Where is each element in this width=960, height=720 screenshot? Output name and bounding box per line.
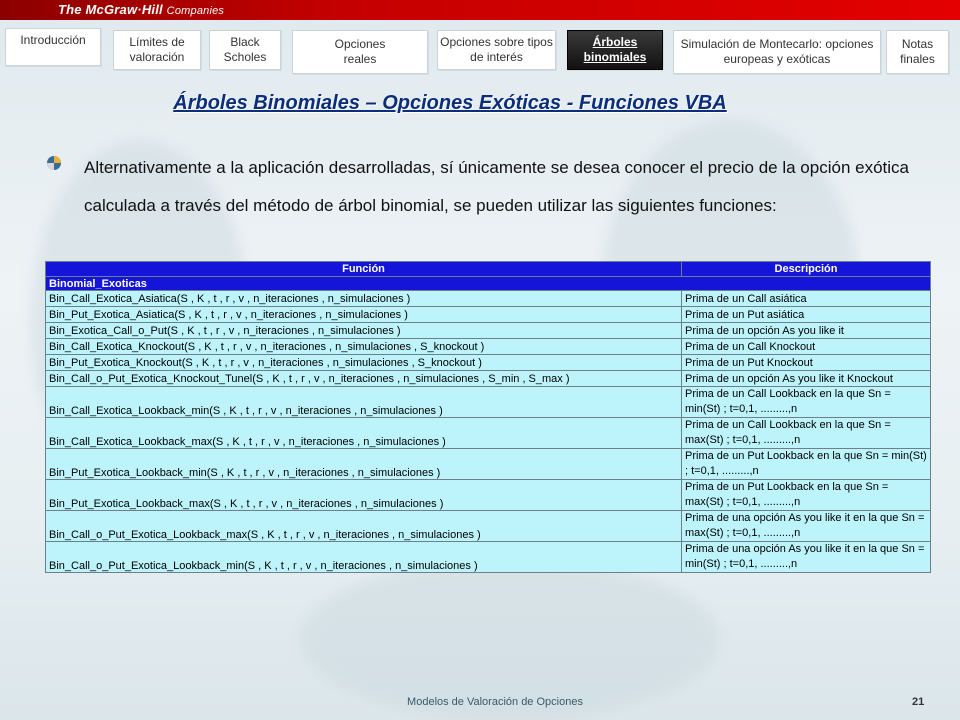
description-cell: Prima de un Put Lookback en la que Sn = max(St) ; t=0,1, .........,n (682, 480, 931, 511)
tab-label: Opciones sobre tipos de interés (440, 35, 553, 64)
function-cell: Bin_Put_Exotica_Asiatica(S , K , t , r , v , n_iteraciones , n_simulaciones ) (46, 307, 682, 323)
function-cell: Bin_Call_o_Put_Exotica_Lookback_max(S , K , t , r , v , n_iteraciones , n_simulaciones ) (46, 511, 682, 542)
tab-introduccion[interactable] (5, 28, 101, 66)
column-header-descripcion: Descripción (682, 262, 931, 277)
function-cell: Bin_Call_o_Put_Exotica_Lookback_min(S , K , t , r , v , n_iteraciones , n_simulaciones ) (46, 542, 682, 573)
tab-black-scholes[interactable] (209, 30, 281, 70)
intro-paragraph: Alternativamente a la aplicación desarrolladas, sí únicamente se desea conocer el precio de la opción exótica calculada a través del método de árbol binomial, se pueden utilizar las siguientes funciones: (84, 158, 909, 215)
table-row (46, 511, 931, 542)
table-row (46, 291, 931, 307)
tab-notas-finales[interactable] (886, 30, 949, 74)
tab-label: Introducción (20, 33, 86, 47)
table-row (46, 418, 931, 449)
function-cell: Bin_Call_Exotica_Asiatica(S , K , t , r , v , n_iteraciones , n_simulaciones ) (46, 291, 682, 307)
footer-text: Modelos de Valoración de Opciones (407, 696, 583, 708)
function-cell: Bin_Call_Exotica_Knockout(S , K , t , r , v , n_iteraciones , n_simulaciones , S_knockout ) (46, 339, 682, 355)
description-cell: Prima de un Call Lookback en la que Sn = max(St) ; t=0,1, .........,n (682, 418, 931, 449)
function-cell: Bin_Put_Exotica_Lookback_min(S , K , t , r , v , n_iteraciones , n_simulaciones ) (46, 449, 682, 480)
table-row (46, 371, 931, 387)
function-cell: Bin_Call_Exotica_Lookback_min(S , K , t , r , v , n_iteraciones , n_simulaciones ) (46, 387, 682, 418)
brand-header-bar (0, 0, 960, 20)
page-number: 21 (912, 696, 925, 708)
brand-main: The McGraw·Hill (58, 2, 163, 17)
table-row (46, 387, 931, 418)
brand-logo (58, 2, 224, 17)
table-group-row (46, 277, 931, 291)
description-cell: Prima de un opción As you like it (682, 323, 931, 339)
function-cell: Bin_Call_Exotica_Lookback_max(S , K , t , r , v , n_iteraciones , n_simulaciones ) (46, 418, 682, 449)
function-cell: Bin_Put_Exotica_Lookback_max(S , K , t , r , v , n_iteraciones , n_simulaciones ) (46, 480, 682, 511)
description-cell: Prima de un Call Knockout (682, 339, 931, 355)
group-label: Binomial_Exoticas (46, 277, 931, 291)
tab-label: Límites de valoración (129, 35, 185, 64)
table-row (46, 307, 931, 323)
tab-label: Black Scholes (223, 35, 267, 64)
page-title: Árboles Binomiales – Opciones Exóticas - Funciones VBA (173, 92, 727, 114)
description-cell: Prima de una opción As you like it en la que Sn = max(St) ; t=0,1, .........,n (682, 511, 931, 542)
brand-sub: Companies (166, 5, 225, 17)
description-cell: Prima de un Call Lookback en la que Sn = min(St) ; t=0,1, .........,n (682, 387, 931, 418)
tab-opciones-reales[interactable] (292, 30, 428, 74)
tab-label: Simulación de Montecarlo: opciones europeas y exóticas (680, 37, 874, 66)
table-row (46, 339, 931, 355)
table-row (46, 449, 931, 480)
function-cell: Bin_Put_Exotica_Knockout(S , K , t , r , v , n_iteraciones , n_simulaciones , S_knockout ) (46, 355, 682, 371)
tab-label: Árboles binomiales (583, 35, 647, 64)
description-cell: Prima de un Put Knockout (682, 355, 931, 371)
tab-simulacion-montecarlo[interactable] (673, 30, 881, 74)
tab-opciones-tipos-interes[interactable] (437, 30, 556, 70)
table-header-row (46, 262, 931, 277)
table-row (46, 480, 931, 511)
tab-arboles-binomiales[interactable] (567, 30, 663, 70)
table-row (46, 323, 931, 339)
function-cell: Bin_Exotica_Call_o_Put(S , K , t , r , v , n_iteraciones , n_simulaciones ) (46, 323, 682, 339)
column-header-funcion: Función (46, 262, 682, 277)
description-cell: Prima de un Call asiática (682, 291, 931, 307)
bullet-sphere-icon (46, 155, 62, 171)
functions-table (45, 261, 931, 573)
table-row (46, 542, 931, 573)
description-cell: Prima de una opción As you like it en la que Sn = min(St) ; t=0,1, .........,n (682, 542, 931, 573)
tab-limites-valoracion[interactable] (113, 30, 201, 70)
description-cell: Prima de un Put Lookback en la que Sn = min(St) ; t=0,1, .........,n (682, 449, 931, 480)
function-cell: Bin_Call_o_Put_Exotica_Knockout_Tunel(S , K , t , r , v , n_iteraciones , n_simulaciones , S_min , S_max ) (46, 371, 682, 387)
tab-label: Notas finales (900, 37, 935, 66)
description-cell: Prima de un Put asiática (682, 307, 931, 323)
description-cell: Prima de un opción As you like it Knockout (682, 371, 931, 387)
table-row (46, 355, 931, 371)
tab-label: Opciones reales (334, 37, 386, 66)
